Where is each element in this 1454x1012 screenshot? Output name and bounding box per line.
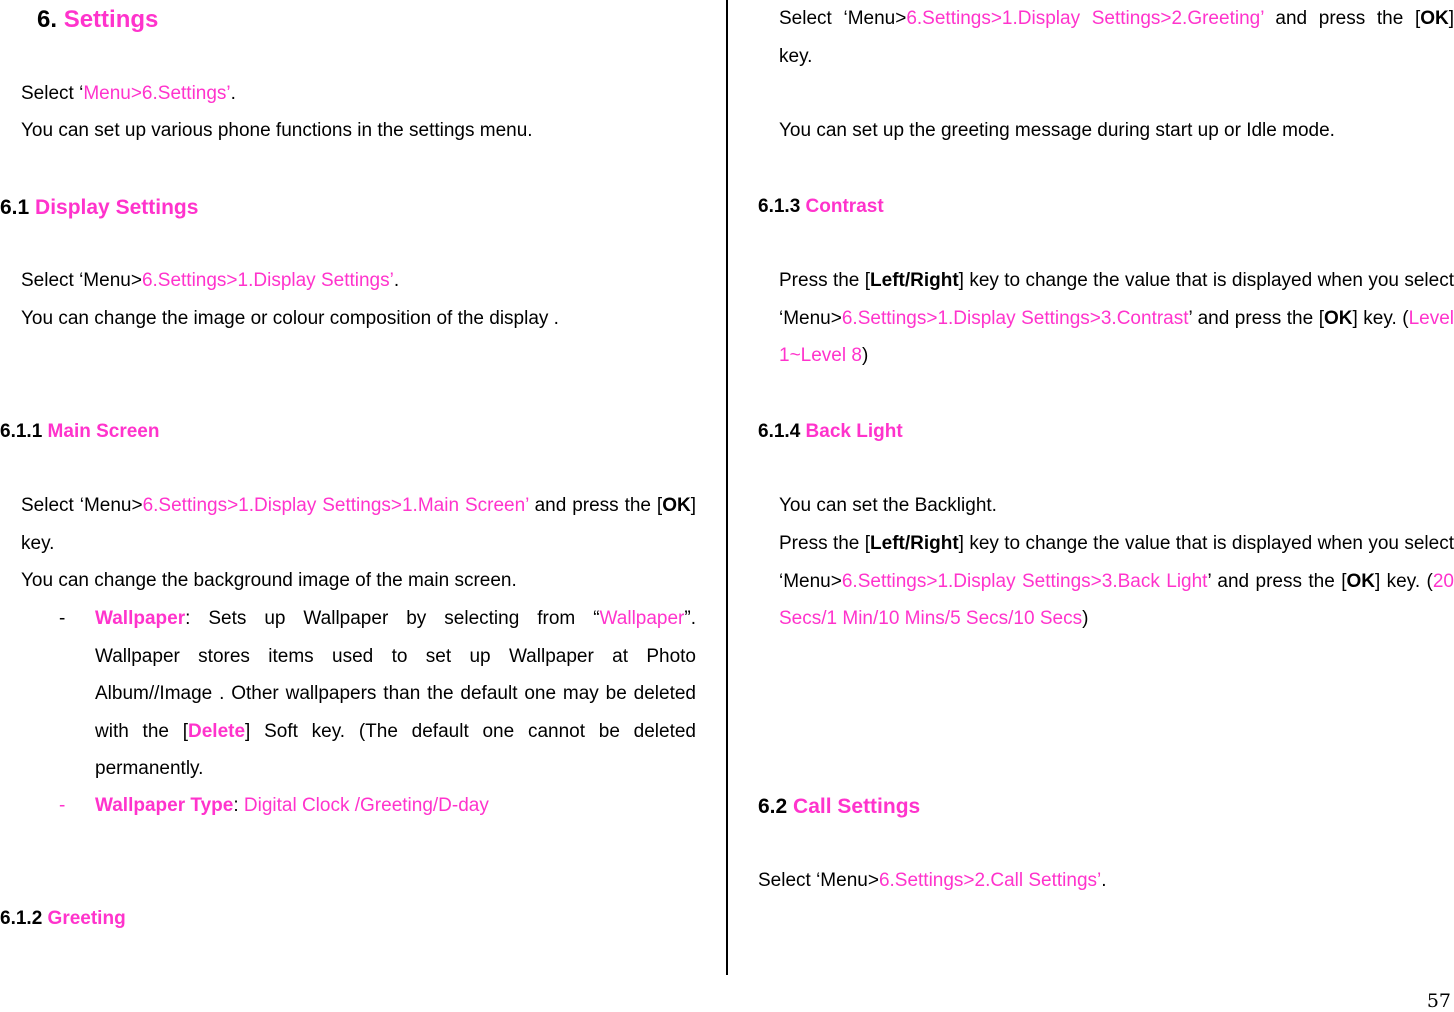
display-select-line (21, 268, 399, 294)
text-run: OK (1420, 8, 1449, 29)
text-run: Press the [ (779, 270, 871, 291)
text-run: Left/Right (870, 533, 959, 554)
text-run: Back Light (805, 421, 903, 442)
text-run: Wallpaper (599, 608, 685, 629)
text-run: Select ‘Menu> (758, 870, 879, 891)
text-run: ) (861, 345, 869, 366)
greeting-description: You can set up the greeting message during start up or Idle mode. (779, 120, 1335, 141)
text-run: Select ‘ (21, 83, 84, 104)
text-run: ] key. (21, 495, 696, 554)
text-run: ”. Wallpaper stores items used to set up Wallpaper at Photo Album//Image . Other wallpapers than the default one may be deleted with the [ (95, 608, 696, 742)
text-run: OK (1324, 307, 1353, 329)
text-run: Select ‘Menu> (779, 8, 907, 29)
heading-settings (37, 5, 158, 35)
text-run: Select ‘Menu> (21, 495, 143, 516)
text-run: : (233, 795, 244, 816)
text-run: . (1101, 870, 1107, 891)
text-run: Display Settings (35, 196, 199, 219)
backlight-paragraph (779, 525, 1454, 638)
text-run: 6.Settings>1.Display Settings>3.Back Light (841, 570, 1208, 592)
text-run: Left/Right (870, 270, 959, 291)
text-run: Press the [ (779, 533, 871, 554)
text-run: . (393, 270, 400, 291)
column-divider (726, 0, 728, 975)
text-run: : Sets up Wallpaper by selecting from “ (185, 608, 600, 629)
text-run: 6.1.1 (0, 421, 48, 442)
backlight-intro: You can set the Backlight. (779, 495, 997, 516)
heading-greeting (0, 906, 126, 932)
main-screen-description: You can change the background image of the main screen. (21, 570, 517, 591)
bullet-dash: - (59, 795, 66, 816)
text-run: ’ and press the [ (1188, 307, 1324, 329)
wallpaper-bullet (95, 600, 696, 788)
text-run: ] key to change the value that is displayed when you select ‘Menu> (779, 533, 1454, 592)
main-screen-select-paragraph (21, 487, 696, 562)
text-run: Level 1~Level 8 (779, 307, 1454, 366)
text-run: 6.1.2 (0, 908, 48, 929)
text-run: Digital Clock /Greeting/D-day (243, 795, 489, 816)
text-run: OK (1346, 570, 1375, 592)
text-run: Select ‘Menu> (21, 270, 142, 291)
text-run: ] Soft key. (The default one cannot be deleted permanently. (95, 720, 696, 779)
text-run: 6.Settings>2.Call Settings’ (878, 870, 1102, 891)
text-run: Call Settings (793, 795, 921, 818)
text-run: ] key. ( (1352, 307, 1409, 329)
text-run: Settings (63, 6, 159, 33)
text-run: OK (662, 495, 691, 516)
settings-description: You can set up various phone functions in the settings menu. (21, 120, 533, 141)
heading-call-settings (758, 793, 920, 821)
text-run: 20 Secs/1 Min/10 Mins/5 Secs/10 Secs (779, 570, 1454, 629)
text-run: 6.1.4 (758, 421, 806, 442)
text-run: . (230, 83, 236, 104)
text-run: ’ and press the [ (1207, 570, 1347, 592)
contrast-paragraph (779, 262, 1454, 375)
bullet-dash: - (59, 608, 66, 629)
text-run: Menu>6.Settings’ (83, 83, 231, 104)
text-run: and press the [ (528, 495, 663, 516)
call-settings-select-line (758, 868, 1107, 894)
display-description: You can change the image or colour composition of the display . (21, 308, 559, 329)
text-run: Wallpaper (95, 608, 186, 629)
text-run: 6.1.3 (758, 196, 806, 217)
wallpaper-type-bullet (95, 793, 489, 819)
text-run: 6. (37, 6, 64, 33)
text-run: ] key. ( (1374, 570, 1433, 592)
text-run: 6.Settings>1.Display Settings>3.Contrast (841, 307, 1189, 329)
text-run: 6.2 (758, 795, 794, 818)
text-run: Delete (188, 720, 246, 742)
text-run: ] key to change the value that is displayed when you select ‘Menu> (779, 270, 1454, 329)
text-run: Wallpaper Type (95, 795, 234, 816)
text-run: 6.Settings>1.Display Settings>1.Main Screen’ (142, 495, 529, 516)
text-run: 6.Settings>1.Display Settings>2.Greeting’ (906, 8, 1264, 29)
text-run: ) (1082, 608, 1089, 629)
text-run: ] key. (779, 8, 1454, 67)
text-run: Greeting (47, 908, 126, 929)
text-run: 6.Settings>1.Display Settings’ (141, 270, 394, 291)
text-run: and press the [ (1263, 8, 1421, 29)
heading-display-settings (0, 194, 198, 222)
settings-select-line (21, 81, 236, 107)
heading-contrast (758, 194, 884, 220)
text-run: Main Screen (47, 421, 160, 442)
heading-back-light (758, 419, 903, 445)
greeting-select-paragraph (779, 0, 1454, 75)
heading-main-screen (0, 419, 159, 445)
text-run: 6.1 (0, 196, 36, 219)
page-number: 57 (1426, 990, 1451, 1012)
text-run: Contrast (805, 196, 884, 217)
